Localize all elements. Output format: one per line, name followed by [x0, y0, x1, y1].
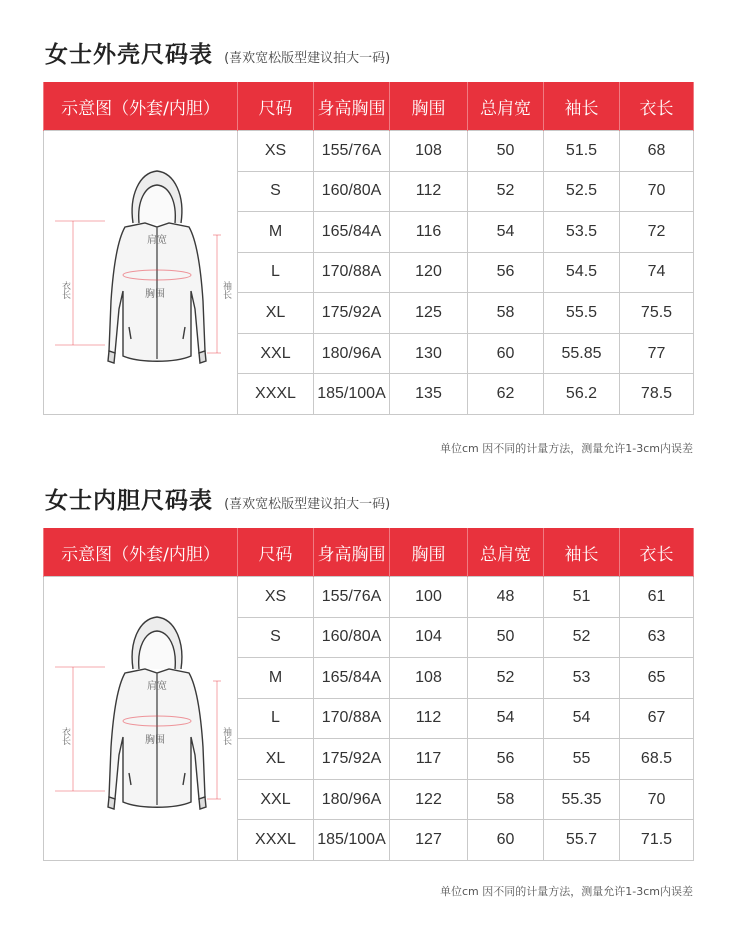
label-length: 衣长 — [59, 727, 70, 745]
label-shoulder: 肩宽 — [146, 681, 167, 692]
cell-size: XXXL — [238, 374, 314, 415]
table-row — [44, 131, 694, 172]
cell-length: 65 — [620, 658, 694, 699]
cell-height-chest: 175/92A — [314, 739, 390, 780]
cell-chest: 108 — [390, 131, 468, 172]
cell-chest: 104 — [390, 617, 468, 658]
section-title — [45, 482, 390, 515]
cell-height-chest: 165/84A — [314, 212, 390, 253]
cell-chest: 100 — [390, 577, 468, 618]
cell-chest: 127 — [390, 820, 468, 861]
cell-shoulder: 60 — [468, 333, 544, 374]
label-sleeve: 袖长 — [220, 727, 231, 745]
header-length: 衣长 — [620, 528, 694, 577]
cell-length: 78.5 — [620, 374, 694, 415]
cell-height-chest: 185/100A — [314, 374, 390, 415]
cell-sleeve: 53 — [544, 658, 620, 699]
cell-size: L — [238, 698, 314, 739]
cell-chest: 120 — [390, 252, 468, 293]
header-chest: 胸围 — [390, 528, 468, 577]
cell-size: L — [238, 252, 314, 293]
cell-shoulder: 48 — [468, 577, 544, 618]
label-length: 衣长 — [59, 281, 70, 299]
cell-size: XXL — [238, 779, 314, 820]
label-chest: 胸围 — [144, 735, 165, 746]
header-height-chest: 身高胸围 — [314, 82, 390, 131]
cell-chest: 122 — [390, 779, 468, 820]
cell-shoulder: 62 — [468, 374, 544, 415]
header-shoulder: 总肩宽 — [468, 82, 544, 131]
cell-chest: 108 — [390, 658, 468, 699]
header-sleeve: 袖长 — [544, 82, 620, 131]
header-sleeve: 袖长 — [544, 528, 620, 577]
table-header-row — [44, 528, 694, 577]
label-chest: 胸围 — [144, 289, 165, 300]
cell-shoulder: 52 — [468, 171, 544, 212]
cell-length: 67 — [620, 698, 694, 739]
cell-size: XL — [238, 739, 314, 780]
cell-shoulder: 56 — [468, 739, 544, 780]
cell-chest: 112 — [390, 171, 468, 212]
section-title — [45, 36, 390, 69]
header-size: 尺码 — [238, 82, 314, 131]
cell-size: M — [238, 658, 314, 699]
section-title-sub: (喜欢宽松版型建议拍大一码) — [224, 51, 391, 66]
cell-size: XXL — [238, 333, 314, 374]
cell-length: 75.5 — [620, 293, 694, 334]
label-sleeve: 袖长 — [220, 281, 231, 299]
cell-length: 74 — [620, 252, 694, 293]
cell-size: S — [238, 171, 314, 212]
cell-sleeve: 54 — [544, 698, 620, 739]
cell-chest: 116 — [390, 212, 468, 253]
cell-height-chest: 170/88A — [314, 698, 390, 739]
cell-size: XS — [238, 131, 314, 172]
cell-sleeve: 51 — [544, 577, 620, 618]
jacket-illustration — [45, 577, 237, 855]
jacket-diagram — [44, 577, 238, 861]
cell-shoulder: 56 — [468, 252, 544, 293]
cell-length: 72 — [620, 212, 694, 253]
cell-sleeve: 55.7 — [544, 820, 620, 861]
cell-sleeve: 56.2 — [544, 374, 620, 415]
cell-height-chest: 175/92A — [314, 293, 390, 334]
cell-shoulder: 50 — [468, 617, 544, 658]
cell-length: 61 — [620, 577, 694, 618]
cell-sleeve: 55.5 — [544, 293, 620, 334]
cell-length: 70 — [620, 779, 694, 820]
cell-length: 68.5 — [620, 739, 694, 780]
header-shoulder: 总肩宽 — [468, 528, 544, 577]
cell-shoulder: 58 — [468, 779, 544, 820]
cell-height-chest: 180/96A — [314, 779, 390, 820]
cell-sleeve: 55 — [544, 739, 620, 780]
section-title-main: 女士内胆尺码表 — [45, 488, 213, 514]
section-title-main: 女士外壳尺码表 — [45, 42, 213, 68]
size-table — [43, 528, 694, 861]
cell-sleeve: 53.5 — [544, 212, 620, 253]
header-height-chest: 身高胸围 — [314, 528, 390, 577]
cell-shoulder: 54 — [468, 698, 544, 739]
header-diagram: 示意图（外套/内胆） — [44, 528, 238, 577]
cell-size: XL — [238, 293, 314, 334]
header-chest: 胸围 — [390, 82, 468, 131]
measurement-note: 单位cm 因不同的计量方法，测量允许1-3cm内误差 — [440, 442, 693, 455]
cell-height-chest: 155/76A — [314, 131, 390, 172]
cell-chest: 130 — [390, 333, 468, 374]
cell-length: 70 — [620, 171, 694, 212]
measurement-note: 单位cm 因不同的计量方法，测量允许1-3cm内误差 — [440, 885, 693, 898]
section-title-sub: (喜欢宽松版型建议拍大一码) — [224, 497, 391, 512]
jacket-diagram — [44, 131, 238, 415]
cell-length: 71.5 — [620, 820, 694, 861]
table-header-row — [44, 82, 694, 131]
cell-chest: 125 — [390, 293, 468, 334]
cell-height-chest: 165/84A — [314, 658, 390, 699]
cell-height-chest: 160/80A — [314, 617, 390, 658]
label-shoulder: 肩宽 — [146, 235, 167, 246]
cell-chest: 117 — [390, 739, 468, 780]
cell-shoulder: 58 — [468, 293, 544, 334]
cell-sleeve: 55.35 — [544, 779, 620, 820]
cell-shoulder: 50 — [468, 131, 544, 172]
cell-sleeve: 51.5 — [544, 131, 620, 172]
header-length: 衣长 — [620, 82, 694, 131]
cell-size: XS — [238, 577, 314, 618]
cell-size: M — [238, 212, 314, 253]
cell-height-chest: 180/96A — [314, 333, 390, 374]
cell-sleeve: 52 — [544, 617, 620, 658]
cell-size: S — [238, 617, 314, 658]
cell-sleeve: 55.85 — [544, 333, 620, 374]
cell-length: 68 — [620, 131, 694, 172]
cell-sleeve: 54.5 — [544, 252, 620, 293]
cell-chest: 135 — [390, 374, 468, 415]
size-table — [43, 82, 694, 415]
cell-height-chest: 155/76A — [314, 577, 390, 618]
cell-sleeve: 52.5 — [544, 171, 620, 212]
header-diagram: 示意图（外套/内胆） — [44, 82, 238, 131]
cell-length: 77 — [620, 333, 694, 374]
cell-height-chest: 170/88A — [314, 252, 390, 293]
cell-shoulder: 60 — [468, 820, 544, 861]
cell-length: 63 — [620, 617, 694, 658]
cell-height-chest: 185/100A — [314, 820, 390, 861]
header-size: 尺码 — [238, 528, 314, 577]
cell-chest: 112 — [390, 698, 468, 739]
cell-height-chest: 160/80A — [314, 171, 390, 212]
cell-size: XXXL — [238, 820, 314, 861]
cell-shoulder: 54 — [468, 212, 544, 253]
cell-shoulder: 52 — [468, 658, 544, 699]
table-row — [44, 577, 694, 618]
jacket-illustration — [45, 131, 237, 409]
